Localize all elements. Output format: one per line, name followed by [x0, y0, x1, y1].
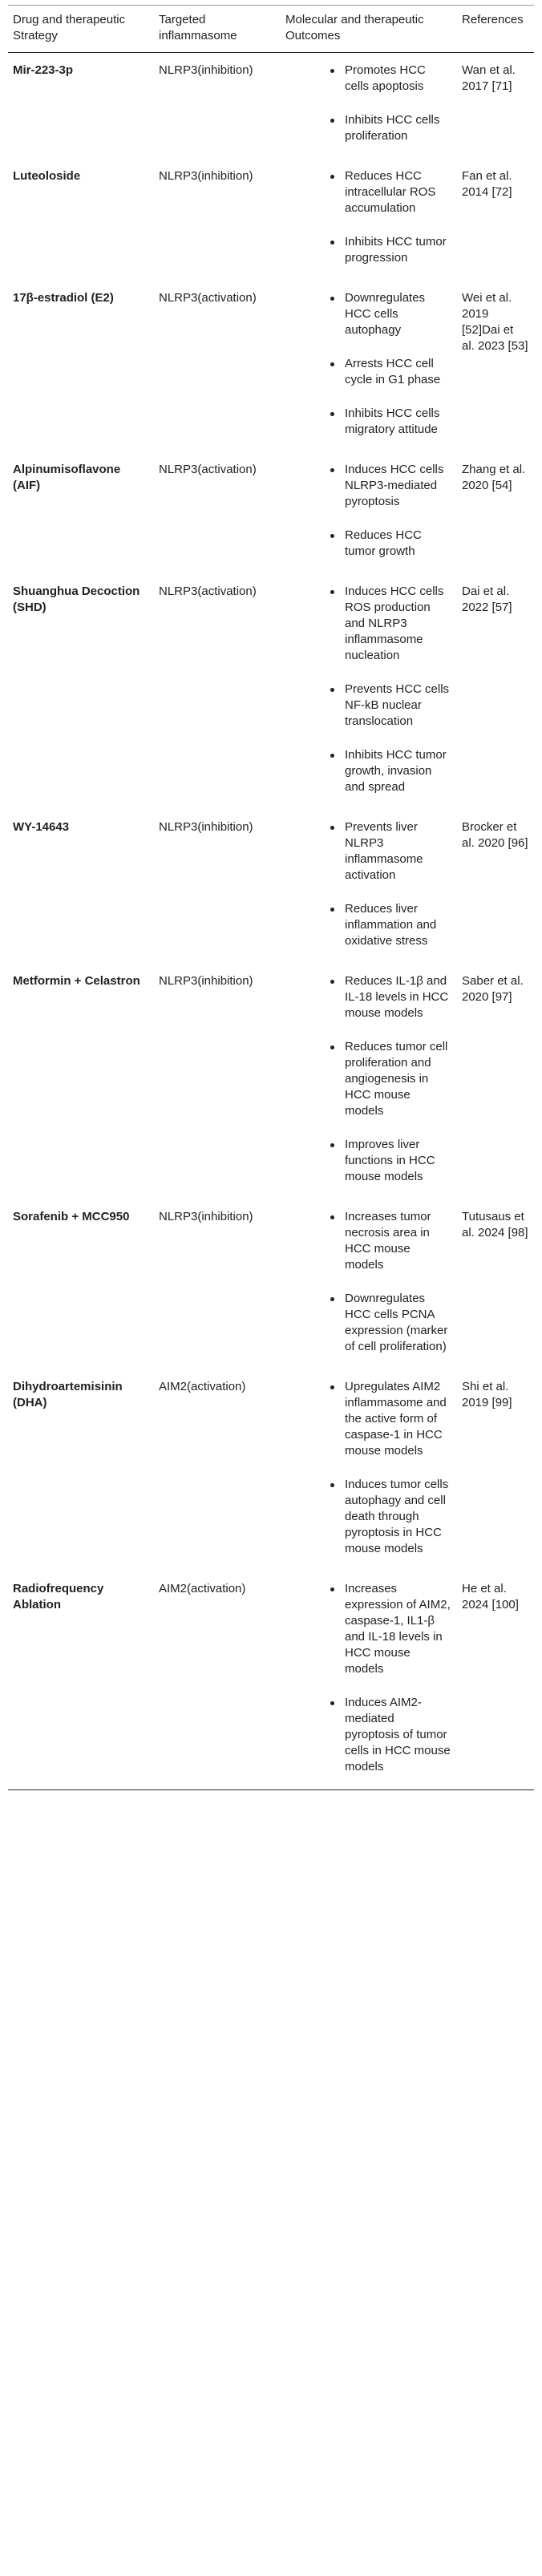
- outcome-text: Reduces tumor cell proliferation and angiogenesis in HCC mouse models: [345, 1040, 448, 1118]
- header-references: References: [457, 6, 534, 53]
- outcome-item: [285, 356, 452, 388]
- outcome-item: [285, 681, 452, 730]
- targeted-inflammasome: NLRP3(activation): [159, 584, 257, 598]
- outcomes-cell: [281, 1199, 457, 1369]
- bullet-icon: [330, 908, 334, 912]
- reference: Wan et al. 2017 [71]: [462, 63, 516, 93]
- outcome-text: Reduces IL-1β and IL-18 levels in HCC mouse models: [345, 974, 449, 1020]
- table-row: [8, 281, 534, 452]
- header-row: [8, 6, 534, 53]
- outcome-item: [285, 973, 452, 1021]
- drug-name: Dihydroartemisinin (DHA): [13, 1380, 123, 1409]
- bullet-icon: [330, 688, 334, 692]
- reference: He et al. 2024 [100]: [457, 1571, 534, 1790]
- outcome-text: Reduces liver inflammation and oxidative stress: [345, 902, 437, 948]
- outcome-item: [285, 168, 452, 216]
- table-row: [8, 159, 534, 281]
- bullet-icon: [330, 1215, 334, 1219]
- bullet-icon: [330, 362, 334, 366]
- outcome-text: Inhibits HCC tumor progression: [345, 235, 447, 265]
- outcomes-cell: [281, 281, 457, 452]
- outcome-text: Inhibits HCC cells proliferation: [345, 113, 440, 143]
- outcomes-cell: [281, 1369, 457, 1571]
- table-header: [8, 6, 534, 53]
- outcomes-list: [285, 584, 452, 795]
- outcome-item: [285, 406, 452, 438]
- outcomes-list: [285, 1379, 452, 1557]
- targeted-inflammasome: AIM2(activation): [154, 1571, 281, 1790]
- table-row: [8, 53, 534, 160]
- reference: Saber et al. 2020 [97]: [462, 974, 524, 1004]
- bullet-icon: [330, 1297, 334, 1301]
- outcome-text: Induces HCC cells ROS production and NLRP3 inflammasome nucleation: [345, 584, 444, 662]
- outcome-text: Reduces HCC intracellular ROS accumulation: [345, 169, 436, 215]
- drug-name: Metformin + Celastron: [13, 974, 140, 988]
- outcomes-list: [285, 1209, 452, 1355]
- outcomes-list: [285, 168, 452, 266]
- table-row: [8, 452, 534, 574]
- outcome-text: Increases tumor necrosis area in HCC mouse models: [345, 1210, 431, 1272]
- outcome-text: Induces tumor cells autophagy and cell death through pyroptosis in HCC mouse models: [345, 1478, 449, 1555]
- outcome-item: [285, 1379, 452, 1459]
- targeted-inflammasome: NLRP3(activation): [159, 463, 257, 476]
- targeted-inflammasome: NLRP3(inhibition): [159, 63, 253, 77]
- outcomes-list: [285, 462, 452, 560]
- outcome-item: [285, 1581, 452, 1677]
- outcomes-list: [285, 819, 452, 949]
- reference: Wei et al. 2019 [52]Dai et al. 2023 [53]: [462, 291, 528, 353]
- bullet-icon: [330, 1587, 334, 1591]
- outcome-item: [285, 1477, 452, 1557]
- outcome-text: Upregulates AIM2 inflammasome and the active form of caspase-1 in HCC mouse models: [345, 1380, 447, 1458]
- outcome-text: Inhibits HCC cells migratory attitude: [345, 406, 440, 436]
- outcome-text: Inhibits HCC tumor growth, invasion and spread: [345, 748, 447, 794]
- outcomes-list: [285, 1581, 452, 1775]
- outcome-text: Improves liver functions in HCC mouse models: [345, 1138, 435, 1183]
- drug-name: WY-14643: [13, 820, 70, 834]
- outcome-text: Increases expression of AIM2, caspase-1, IL1-β and IL-18 levels in HCC mouse models: [345, 1582, 451, 1676]
- drug-name: Alpinumisoflavone (AIF): [13, 463, 121, 492]
- targeted-inflammasome: NLRP3(activation): [159, 291, 257, 305]
- table-row: [8, 810, 534, 964]
- outcome-item: [285, 528, 452, 560]
- drug-name: Luteoloside: [13, 169, 81, 183]
- bullet-icon: [330, 1143, 334, 1147]
- outcome-item: [285, 63, 452, 95]
- targeted-inflammasome: NLRP3(inhibition): [159, 1210, 253, 1223]
- outcome-item: [285, 584, 452, 664]
- outcome-item: [285, 747, 452, 795]
- outcome-item: [285, 290, 452, 338]
- outcome-text: Promotes HCC cells apoptosis: [345, 63, 426, 93]
- bullet-icon: [330, 119, 334, 123]
- bullet-icon: [330, 826, 334, 830]
- bullet-icon: [330, 241, 334, 245]
- header-outcomes: Molecular and therapeutic Outcomes: [281, 6, 457, 53]
- therapy-table: [8, 5, 534, 1790]
- targeted-inflammasome: NLRP3(inhibition): [159, 820, 253, 834]
- outcomes-list: [285, 973, 452, 1185]
- header-target: Targeted inflammasome: [154, 6, 281, 53]
- drug-name: 17β-estradiol (E2): [13, 291, 114, 305]
- table-row: [8, 1369, 534, 1571]
- table-row: [8, 1571, 534, 1790]
- bullet-icon: [330, 1385, 334, 1389]
- reference: Brocker et al. 2020 [96]: [462, 820, 528, 850]
- outcomes-cell: [281, 574, 457, 810]
- outcome-text: Prevents liver NLRP3 inflammasome activation: [345, 820, 423, 882]
- bullet-icon: [330, 534, 334, 538]
- table-row: [8, 964, 534, 1199]
- outcomes-list: [285, 290, 452, 438]
- bullet-icon: [330, 468, 334, 472]
- table-row: [8, 1199, 534, 1369]
- table-row: [8, 574, 534, 810]
- drug-name: Shuanghua Decoction (SHD): [13, 584, 140, 614]
- outcome-text: Induces AIM2-mediated pyroptosis of tumor cells in HCC mouse models: [345, 1696, 451, 1773]
- outcome-item: [285, 1291, 452, 1355]
- reference: Dai et al. 2022 [57]: [462, 584, 512, 614]
- drug-name: Mir-223-3p: [13, 63, 74, 77]
- outcome-item: [285, 819, 452, 884]
- targeted-inflammasome: NLRP3(inhibition): [159, 974, 253, 988]
- bullet-icon: [330, 1045, 334, 1049]
- table-body: [8, 53, 534, 1790]
- targeted-inflammasome: AIM2(activation): [159, 1380, 246, 1393]
- bullet-icon: [330, 980, 334, 984]
- outcome-item: [285, 901, 452, 949]
- outcome-text: Induces HCC cells NLRP3-mediated pyroptosis: [345, 463, 444, 508]
- outcome-item: [285, 1209, 452, 1273]
- reference: Shi et al. 2019 [99]: [462, 1380, 512, 1409]
- drug-name: Sorafenib + MCC950: [13, 1210, 130, 1223]
- reference: Tutusaus et al. 2024 [98]: [462, 1210, 528, 1239]
- outcome-text: Reduces HCC tumor growth: [345, 528, 422, 558]
- outcomes-cell: [281, 1571, 457, 1790]
- bullet-icon: [330, 69, 334, 73]
- targeted-inflammasome: NLRP3(inhibition): [159, 169, 253, 183]
- outcome-text: Arrests HCC cell cycle in G1 phase: [345, 357, 441, 386]
- outcome-text: Downregulates HCC cells PCNA expression (marker of cell proliferation): [345, 1292, 448, 1353]
- outcome-item: [285, 234, 452, 266]
- header-drug: Drug and therapeutic Strategy: [8, 6, 154, 53]
- bullet-icon: [330, 754, 334, 758]
- bullet-icon: [330, 297, 334, 301]
- outcomes-cell: [281, 964, 457, 1199]
- bullet-icon: [330, 590, 334, 594]
- reference: Fan et al. 2014 [72]: [462, 169, 512, 199]
- outcome-text: Downregulates HCC cells autophagy: [345, 291, 426, 337]
- outcome-item: [285, 112, 452, 144]
- outcome-item: [285, 1137, 452, 1185]
- reference: Zhang et al. 2020 [54]: [462, 463, 526, 492]
- outcome-text: Prevents HCC cells NF-kB nuclear translocation: [345, 682, 450, 728]
- outcome-item: [285, 1695, 452, 1775]
- bullet-icon: [330, 1701, 334, 1705]
- outcome-item: [285, 1039, 452, 1119]
- drug-name: Radiofrequency Ablation: [8, 1571, 154, 1790]
- outcomes-cell: [281, 159, 457, 281]
- bullet-icon: [330, 175, 334, 179]
- outcome-item: [285, 462, 452, 510]
- bullet-icon: [330, 1483, 334, 1487]
- outcomes-list: [285, 63, 452, 144]
- bullet-icon: [330, 412, 334, 416]
- outcomes-cell: [281, 452, 457, 574]
- outcomes-cell: [281, 810, 457, 964]
- outcomes-cell: [281, 53, 457, 160]
